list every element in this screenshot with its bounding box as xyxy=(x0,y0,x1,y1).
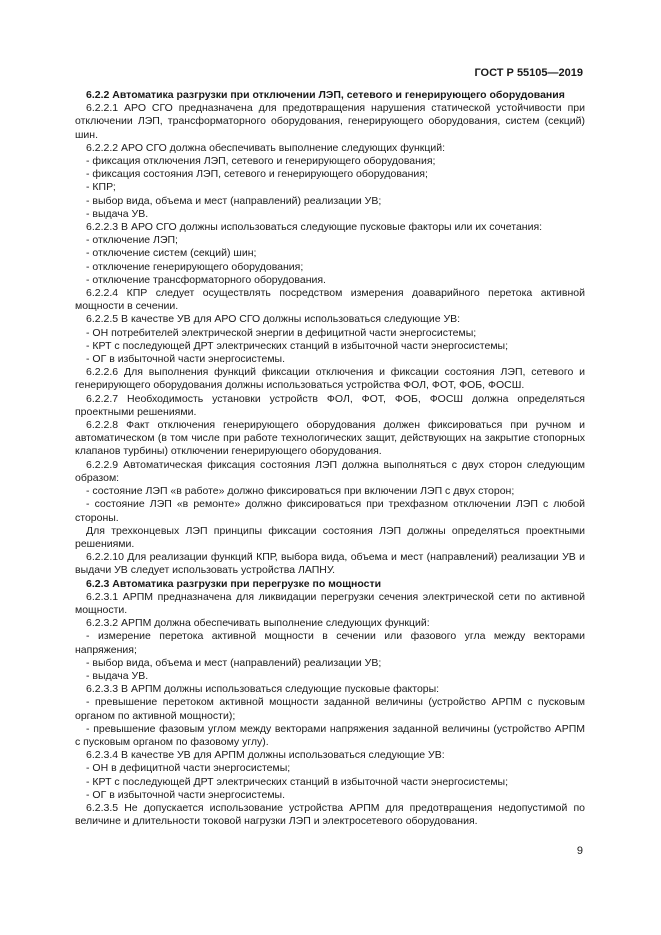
list-item: - отключение трансформаторного оборудования. xyxy=(86,273,326,286)
list-item: - ОН в дефицитной части энергосистемы; xyxy=(86,762,291,775)
list-item: - отключение систем (секций) шин; xyxy=(86,247,257,260)
list-item: - состояние ЛЭП «в работе» должно фиксироваться при включении ЛЭП с двух сторон; xyxy=(86,485,515,498)
list-item: - фиксация отключения ЛЭП, сетевого и генерирующего оборудования; xyxy=(86,155,436,168)
list-item: - КРТ с последующей ДРТ электрических станций в избыточной части энергосистемы; xyxy=(86,339,509,352)
list-item: - выдача УВ. xyxy=(86,669,149,682)
paragraph: 6.2.2.1 АРО СГО предназначена для предотвращения нарушения статической устойчивости при отключении ЛЭП, трансформаторного оборудования, генерирующего оборудования, систем (секций) шин. xyxy=(75,102,585,141)
paragraph: 6.2.3.4 В качестве УВ для АРПМ должны использоваться следующие УВ: xyxy=(86,749,445,762)
paragraph: 6.2.2.2 АРО СГО должна обеспечивать выполнение следующих функций: xyxy=(86,141,446,154)
paragraph: - превышение перетоком активной мощности заданной величины (устройство АРПМ с пусковым органом по активной мощности); xyxy=(75,696,585,722)
paragraph: Для трехконцевых ЛЭП принципы фиксации состояния ЛЭП должны определяться проектными решениями. xyxy=(75,524,585,550)
document-body xyxy=(75,89,585,828)
list-item: - КРТ с последующей ДРТ электрических станций в избыточной части энергосистемы; xyxy=(86,775,509,788)
list-item: - отключение генерирующего оборудования; xyxy=(86,260,304,273)
page-number: 9 xyxy=(576,845,583,857)
paragraph: 6.2.2.9 Автоматическая фиксация состояния ЛЭП должна выполняться с двух сторон следующим образом: xyxy=(75,458,585,484)
list-item: - ОН потребителей электрической энергии в дефицитной части энергосистемы; xyxy=(86,326,477,339)
paragraph: 6.2.3.1 АРПМ предназначена для ликвидации перегрузки сечения электрической сети по активной мощности. xyxy=(75,590,585,616)
paragraph: 6.2.2.8 Факт отключения генерирующего оборудования должен фиксироваться при ручном и автоматическом (в том числе при работе технологических защит, действующих на закрытие стопорных клапанов турбины) отключении генерирующего оборудования. xyxy=(75,419,585,458)
list-item: - ОГ в избыточной части энергосистемы. xyxy=(86,788,286,801)
paragraph: 6.2.3.5 Не допускается использование устройства АРПМ для предотвращения недопустимой по величине и длительности токовой нагрузки ЛЭП и электросетевого оборудования. xyxy=(75,801,585,828)
list-item: - фиксация состояния ЛЭП, сетевого и генерирующего оборудования; xyxy=(86,168,428,181)
paragraph: - измерение перетока активной мощности в сечении или фазового угла между векторами напряжения; xyxy=(75,630,585,656)
paragraph: - состояние ЛЭП «в ремонте» должно фиксироваться при трехфазном отключении ЛЭП с любой стороны. xyxy=(75,498,585,524)
paragraph: - превышение фазовым углом между векторами напряжения заданной величины (устройство АРПМ с пусковым органом по фазовому углу). xyxy=(75,722,585,748)
document-header: ГОСТ Р 55105—2019 xyxy=(474,67,583,79)
list-item: - выбор вида, объема и мест (направлений) реализации УВ; xyxy=(86,656,382,669)
section-heading: 6.2.3 Автоматика разгрузки при перегрузке по мощности xyxy=(86,577,382,590)
paragraph: 6.2.2.4 КПР следует осуществлять посредством измерения доаварийного перетока активной мощности в сечении. xyxy=(75,287,585,313)
paragraph: 6.2.2.3 В АРО СГО должны использоваться следующие пусковые факторы или их сочетания: xyxy=(86,221,543,234)
list-item: - выбор вида, объема и мест (направлений) реализации УВ; xyxy=(86,194,382,207)
list-item: - КПР; xyxy=(86,181,116,194)
paragraph: 6.2.3.3 В АРПМ должны использоваться следующие пусковые факторы: xyxy=(86,683,440,696)
list-item: - выдача УВ. xyxy=(86,207,149,220)
paragraph: 6.2.2.10 Для реализации функций КПР, выбора вида, объема и мест (направлений) реализации УВ и выдачи УВ следует использовать устройства ЛАПНУ. xyxy=(75,551,585,577)
list-item: - ОГ в избыточной части энергосистемы. xyxy=(86,353,286,366)
section-heading: 6.2.2 Автоматика разгрузки при отключении ЛЭП, сетевого и генерирующего оборудования xyxy=(86,89,565,101)
paragraph: 6.2.2.5 В качестве УВ для АРО СГО должны использоваться следующие УВ: xyxy=(86,313,461,326)
list-item: - отключение ЛЭП; xyxy=(86,234,178,247)
paragraph: 6.2.2.6 Для выполнения функций фиксации отключения и фиксации состояния ЛЭП, сетевого и генерирующего оборудования должны использоваться устройства ФОЛ, ФОТ, ФОБ, ФОСШ. xyxy=(75,366,585,392)
paragraph: 6.2.2.7 Необходимость установки устройств ФОЛ, ФОТ, ФОБ, ФОСШ должна определяться проектными решениями. xyxy=(75,392,585,418)
paragraph: 6.2.3.2 АРПМ должна обеспечивать выполнение следующих функций: xyxy=(86,617,430,630)
